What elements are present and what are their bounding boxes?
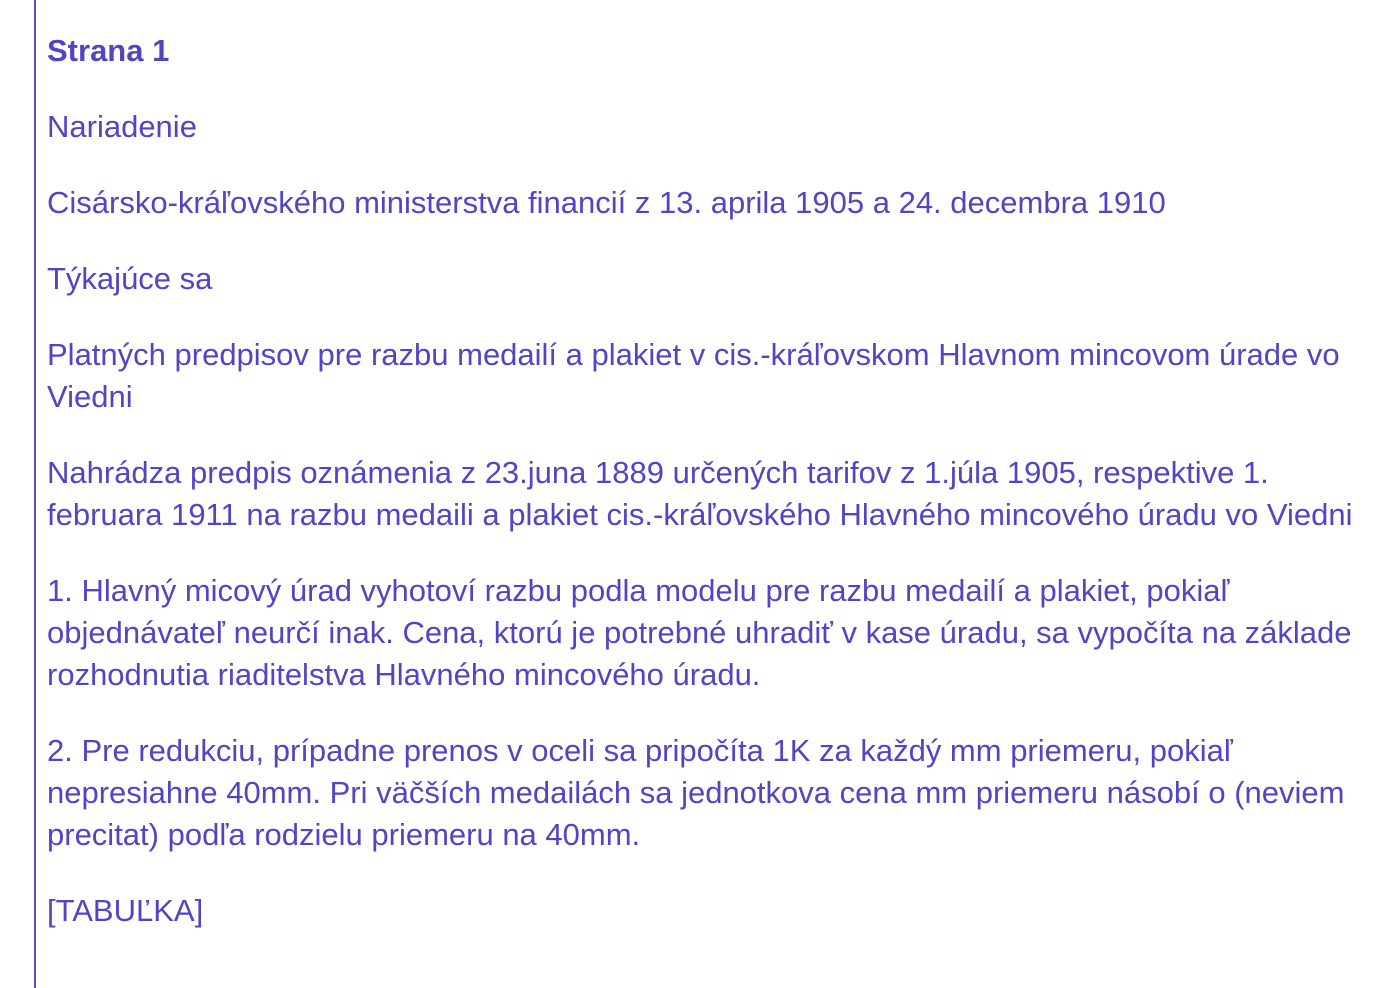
paragraph-clause-1: 1. Hlavný micový úrad vyhotoví razbu podla modelu pre razbu medailí a plakiet, pokiaľ objednávateľ neurčí inak. Cena, ktorú je potrebné uhradiť v kase úradu, sa vypočíta na základe rozhodnutia riaditelstva Hlavného mincového úradu. bbox=[47, 573, 1352, 692]
left-margin-rule bbox=[34, 0, 36, 988]
paragraph-issuer: Cisársko-kráľovského ministerstva financií z 13. aprila 1905 a 24. decembra 1910 bbox=[47, 185, 1166, 220]
paragraph-heading: Nariadenie bbox=[47, 109, 197, 144]
paragraph-clause-2: 2. Pre redukciu, prípadne prenos v oceli sa pripočíta 1K za každý mm priemeru, pokiaľ nepresiahne 40mm. Pri väčších medailách sa jednotkova cena mm priemeru násobí o (neviem precitat) podľa rodzielu priemeru na 40mm. bbox=[47, 733, 1345, 852]
paragraph-subject-intro: Týkajúce sa bbox=[47, 261, 213, 296]
table-placeholder: [TABUĽKA] bbox=[47, 893, 204, 928]
paragraph-subject: Platných predpisov pre razbu medailí a plakiet v cis.-kráľovskom Hlavnom mincovom úrade vo Viedni bbox=[47, 337, 1340, 414]
page-title: Strana 1 bbox=[47, 33, 170, 68]
paragraph-replaces: Nahrádza predpis oznámenia z 23.juna 1889 určených tarifov z 1.júla 1905, respektive 1. februara 1911 na razbu medaili a plakiet cis.-kráľovského Hlavného mincového úradu vo Viedni bbox=[47, 455, 1353, 532]
document-body bbox=[47, 30, 1387, 932]
